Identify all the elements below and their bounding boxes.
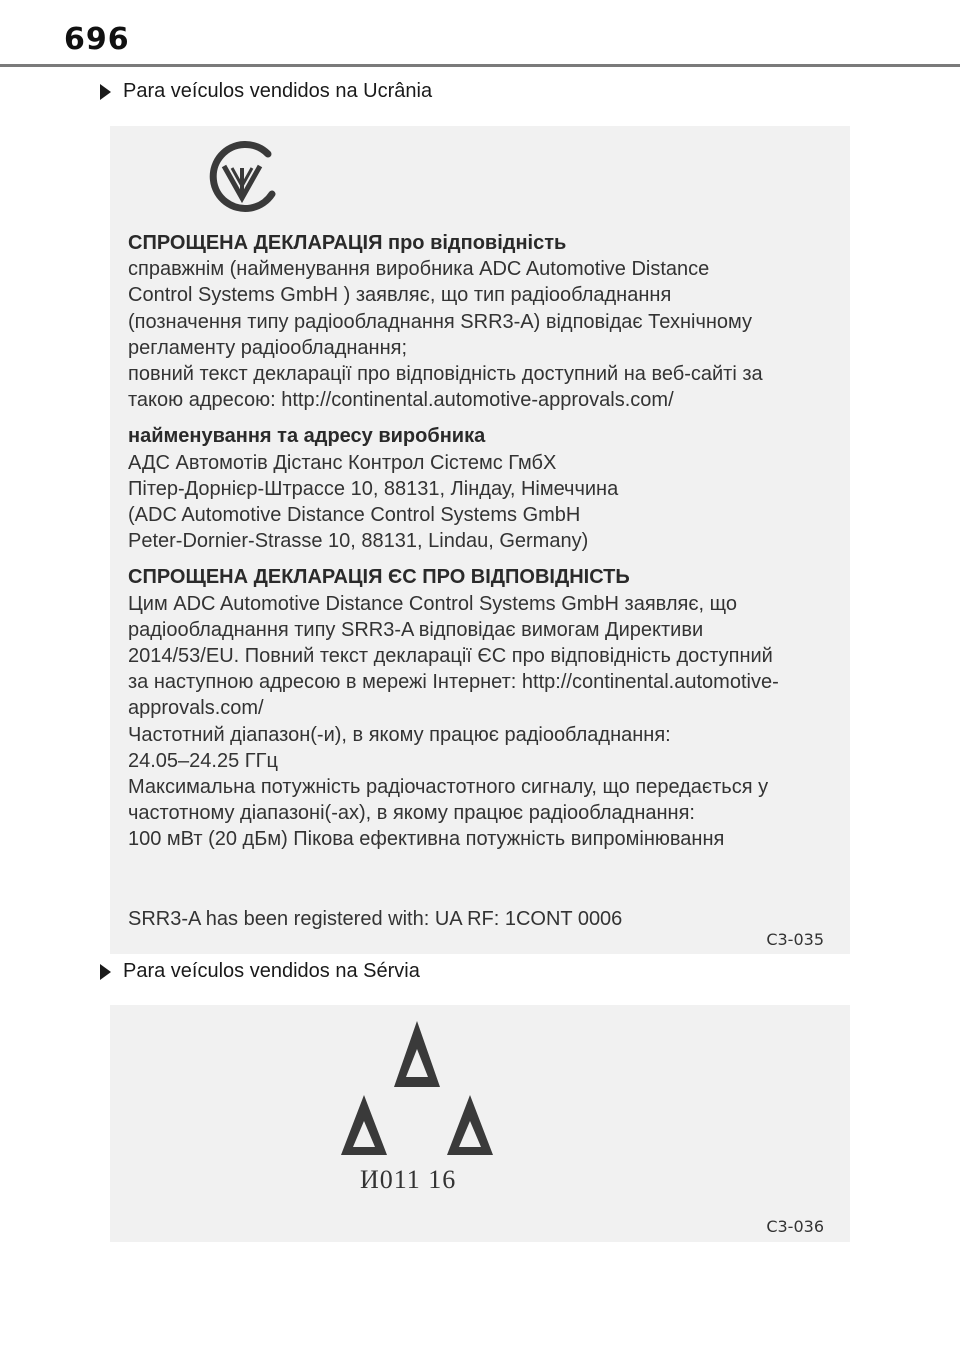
serbia-mark-figure [110, 1005, 850, 1242]
serbia-mark-code: И011 16 [360, 1165, 457, 1194]
declaration-2-line: частотному діапазоні(-ах), в якому працює радіообладнання: [128, 802, 695, 825]
header-divider [0, 64, 960, 67]
declaration-2-line: 2014/53/EU. Повний текст декларації ЄС про відповідність доступний [128, 645, 773, 668]
figure-code-serbia: C3-036 [766, 1217, 824, 1236]
declaration-text [128, 230, 840, 863]
declaration-1-line: (позначення типу радіообладнання SRR3-A) відповідає Технічному [128, 310, 753, 333]
ukraine-declaration-figure [110, 126, 850, 954]
manufacturer-title: найменування та адресу виробника [128, 425, 486, 448]
declaration-1-line: справжнім (найменування виробника ADC Automotive Distance [128, 258, 710, 281]
declaration-2-line: Частотний діапазон(-и), в якому працює радіообладнання: [128, 723, 671, 746]
manufacturer-line: (ADC Automotive Distance Control Systems GmbH [128, 504, 581, 527]
declaration-2-line: 24.05–24.25 ГГц [128, 749, 278, 772]
section-heading-text: Para veículos vendidos na Ucrânia [123, 80, 433, 102]
ukrainian-conformity-mark-icon [202, 138, 282, 218]
manufacturer-line: Пітер-Дорнієр-Штрассе 10, 88131, Ліндау, Німеччина [128, 477, 619, 500]
declaration-2-line: 100 мВт (20 дБм) Пікова ефективна потужність випромінювання [128, 828, 725, 851]
section-heading-serbia [100, 960, 420, 983]
declaration-1-title: СПРОЩЕНА ДЕКЛАРАЦІЯ про відповідність [128, 232, 567, 254]
registration-text: SRR3-A has been registered with: UA RF: 1CONT 0006 [128, 908, 623, 930]
declaration-2-line: approvals.com/ [128, 697, 264, 720]
manufacturer-line: Peter-Dornier-Strasse 10, 88131, Lindau, Germany) [128, 530, 589, 553]
triangle-bullet-icon [100, 84, 111, 100]
declaration-1-line: такою адресою: http://continental.automotive-approvals.com/ [128, 389, 674, 412]
declaration-2-line: Максимальна потужність радіочастотного сигналу, що передається у [128, 776, 769, 799]
declaration-2-title: СПРОЩЕНА ДЕКЛАРАЦІЯ ЄС ПРО ВІДПОВІДНІСТЬ [128, 566, 630, 589]
section-heading-text: Para veículos vendidos na Sérvia [123, 960, 420, 982]
declaration-1-line: повний текст декларації про відповідність доступний на веб-сайті за [128, 363, 763, 386]
figure-code-ukraine: C3-035 [766, 930, 824, 949]
manufacturer-line: АДС Автомотів Дістанс Контрол Сістемс ГмбХ [128, 451, 557, 474]
serbian-conformity-triangle-mark-icon [332, 1017, 502, 1157]
declaration-1-line: регламенту радіообладнання; [128, 336, 408, 359]
declaration-1-line: Control Systems GmbH ) заявляє, що тип радіообладнання [128, 284, 672, 307]
declaration-2-line: за наступною адресою в мережі Інтернет: http://continental.automotive- [128, 671, 779, 694]
page-number: 696 [64, 22, 130, 57]
triangle-bullet-icon [100, 964, 111, 980]
section-heading-ukraine [100, 80, 432, 103]
declaration-2-line: радіообладнання типу SRR3-A відповідає вимогам Директиви [128, 618, 704, 641]
declaration-2-line: Цим ADC Automotive Distance Control Systems GmbH заявляє, що [128, 592, 737, 615]
